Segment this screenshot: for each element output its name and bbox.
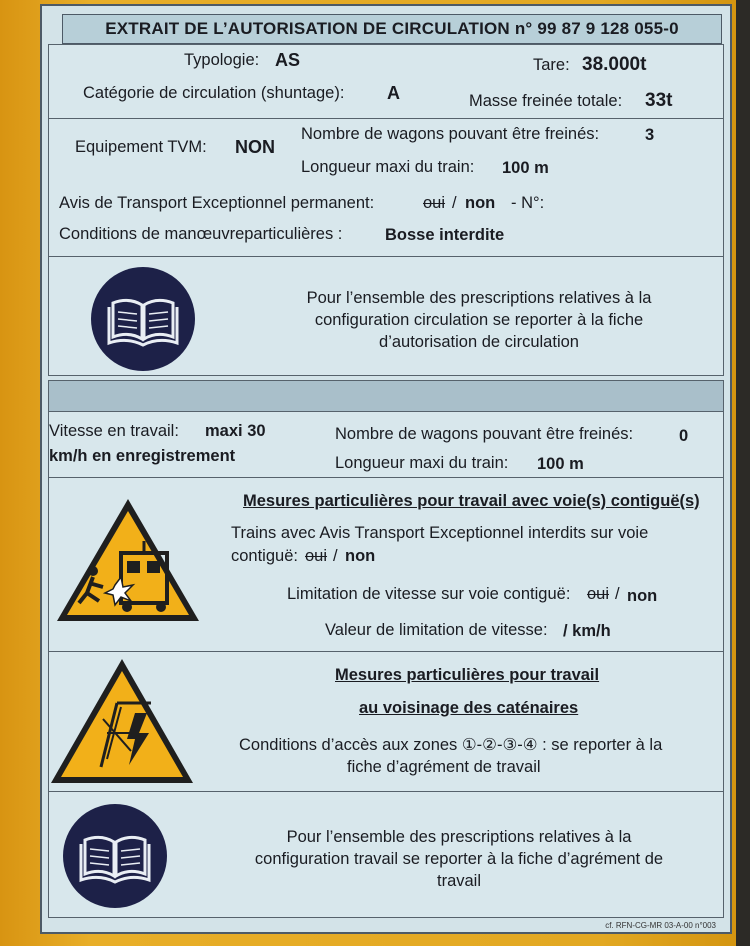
conditions-label: Conditions de manœuvreparticulières : [59, 225, 343, 243]
divider [49, 477, 723, 478]
longueur-label: Longueur maxi du train: [301, 158, 475, 176]
avis-label: Avis de Transport Exceptionnel permanent: [59, 194, 375, 212]
wagons-label: Nombre de wagons pouvant être freinés: [335, 425, 634, 443]
contigue-title: Mesures particulières pour travail avec voie(s) contiguë(s) [243, 492, 700, 510]
note-line: configuration circulation se reporter à la fiche [314, 311, 644, 329]
trains-non: non [345, 547, 376, 565]
travail-note [209, 826, 709, 892]
plate-title: EXTRAIT DE L’AUTORISATION DE CIRCULATION n° 99 87 9 128 055-0 [62, 14, 722, 44]
trains-line-1: Trains avec Avis Transport Exceptionnel interdits sur voie [231, 524, 649, 542]
trains-line-2: contiguë: [231, 547, 298, 565]
valeur-value: / km/h [563, 622, 611, 640]
note-line: travail [436, 872, 481, 890]
note-line: configuration travail se reporter à la fiche d’agrément de [254, 850, 664, 868]
avis-oui: oui [423, 194, 446, 212]
tare-value: 38.000t [582, 54, 647, 75]
avis-number: - N°: [511, 194, 545, 212]
typologie-value: AS [275, 50, 301, 70]
divider [49, 651, 723, 652]
tvm-label: Equipement TVM: [75, 138, 207, 156]
vitesse-label: Vitesse en travail: [49, 422, 179, 440]
electric-hazard-warning-icon [47, 655, 197, 789]
circulation-section [48, 44, 724, 376]
trains-separator: / [333, 547, 338, 565]
acces-line-1: Conditions d’accès aux zones ①-②-③-④ : se reporter à la [239, 736, 663, 754]
vitesse-value: maxi 30 [205, 422, 266, 440]
wagons-value: 3 [645, 126, 655, 144]
circulation-note [249, 287, 709, 353]
acces-line-2: fiche d’agrément de travail [347, 758, 541, 776]
note-line: d’autorisation de circulation [379, 333, 579, 351]
categorie-label: Catégorie de circulation (shuntage): [83, 84, 345, 102]
section-header-bar [49, 381, 723, 412]
limitation-separator: / [615, 585, 620, 603]
limitation-label: Limitation de vitesse sur voie contiguë: [287, 585, 571, 603]
longueur-label: Longueur maxi du train: [335, 454, 509, 472]
masse-label: Masse freinée totale: [469, 92, 623, 110]
dark-edge [736, 0, 750, 946]
vitesse-value-2: km/h en enregistrement [49, 447, 236, 465]
travail-section [48, 380, 724, 918]
catenaires-title-1: Mesures particulières pour travail [335, 666, 600, 684]
book-icon [91, 267, 195, 371]
categorie-value: A [387, 83, 400, 103]
tare-label: Tare: [533, 56, 570, 74]
train-danger-warning-icon [53, 493, 203, 627]
divider [49, 118, 723, 119]
divider [49, 256, 723, 257]
limitation-oui: oui [587, 585, 610, 603]
longueur-value: 100 m [537, 455, 584, 473]
avis-non: non [465, 194, 496, 212]
wagons-label: Nombre de wagons pouvant être freinés: [301, 125, 600, 143]
trains-oui: oui [305, 547, 328, 565]
note-line: Pour l’ensemble des prescriptions relatives à la [306, 289, 652, 307]
avis-separator: / [452, 194, 457, 212]
masse-value: 33t [645, 90, 673, 111]
book-icon [63, 804, 167, 908]
conditions-value: Bosse interdite [385, 226, 505, 244]
valeur-label: Valeur de limitation de vitesse: [325, 621, 548, 639]
authorization-plate [40, 4, 732, 934]
footer-reference: cf. RFN-CG-MR 03-A-00 n°003 [605, 921, 716, 930]
limitation-non: non [627, 587, 658, 605]
divider [49, 791, 723, 792]
note-line: Pour l’ensemble des prescriptions relatives à la [286, 828, 632, 846]
typologie-label: Typologie: [184, 51, 260, 69]
wagons-value: 0 [679, 427, 689, 445]
longueur-value: 100 m [502, 159, 549, 177]
catenaires-title-2: au voisinage des caténaires [359, 699, 579, 717]
tvm-value: NON [235, 137, 275, 157]
